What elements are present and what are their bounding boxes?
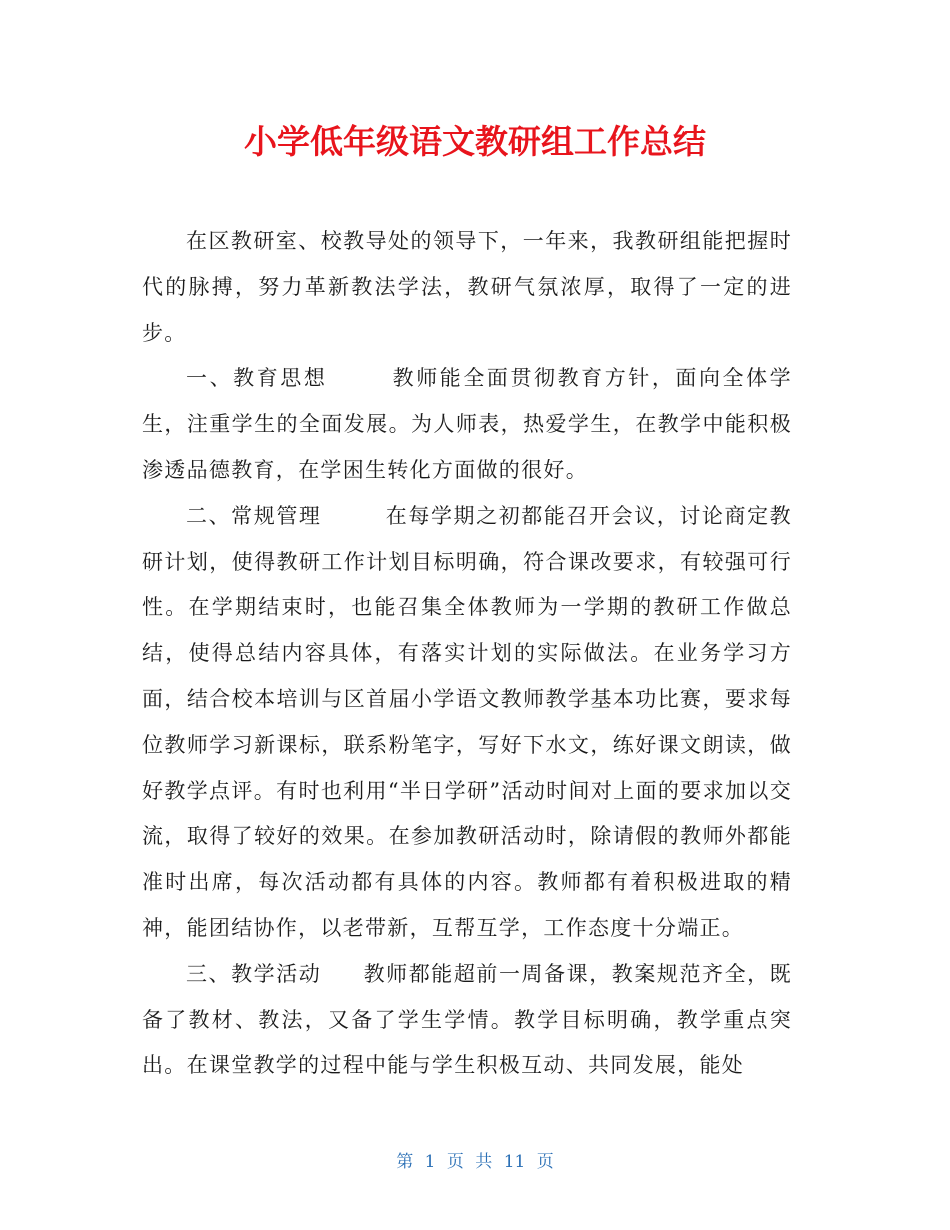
document-title: 小学低年级语文教研组工作总结 (244, 122, 706, 161)
section-text: 在每学期之初都能召开会议，讨论商定教研计划，使得教研工作计划目标明确，符合课改要求，有较强可行性。在学期结束时，也能召集全体教师为一学期的教研工作做总结，使得总结内容具体，有落实计划的实际做法。在业务学习方面，结合校本培训与区首届小学语文教师教学基本功比赛，要求每位教师学习新课标，联系粉笔字，写好下水文，练好课文朗读，做好教学点评。有时也利用“半日学研”活动时间对上面的要求加以交流，取得了较好的效果。在参加教研活动时，除请假的教师外都能准时出席，每次活动都有具体的内容。教师都有着积极进取的精神，能团结协作，以老带新，互帮互学，工作态度十分端正。 (142, 503, 792, 940)
section-text: 教师都能超前一周备课，教案规范齐全，既备了教材、教法，又备了学生学情。教学目标明确，教学重点突出。在课堂教学的过程中能与学生积极互动、共同发展，能处 (142, 961, 792, 1078)
section-paragraph (142, 356, 792, 493)
section-heading: 三、教学活动 (186, 961, 322, 986)
document-body (142, 219, 792, 1089)
section-paragraph (142, 952, 792, 1089)
section-text: 教师能全面贯彻教育方针，面向全体学生，注重学生的全面发展。为人师表，热爱学生，在教学中能积极渗透品德教育，在学困生转化方面做的很好。 (142, 366, 792, 482)
section-heading: 一、教育思想 (186, 366, 328, 391)
section-paragraph (142, 494, 792, 952)
intro-paragraph: 在区教研室、校教导处的领导下，一年来，我教研组能把握时代的脉搏，努力革新教法学法，教研气氛浓厚，取得了一定的进步。 (142, 229, 792, 345)
section-heading: 二、常规管理 (186, 503, 322, 528)
page-number-footer: 第 1 页 共 11 页 (396, 1152, 554, 1172)
